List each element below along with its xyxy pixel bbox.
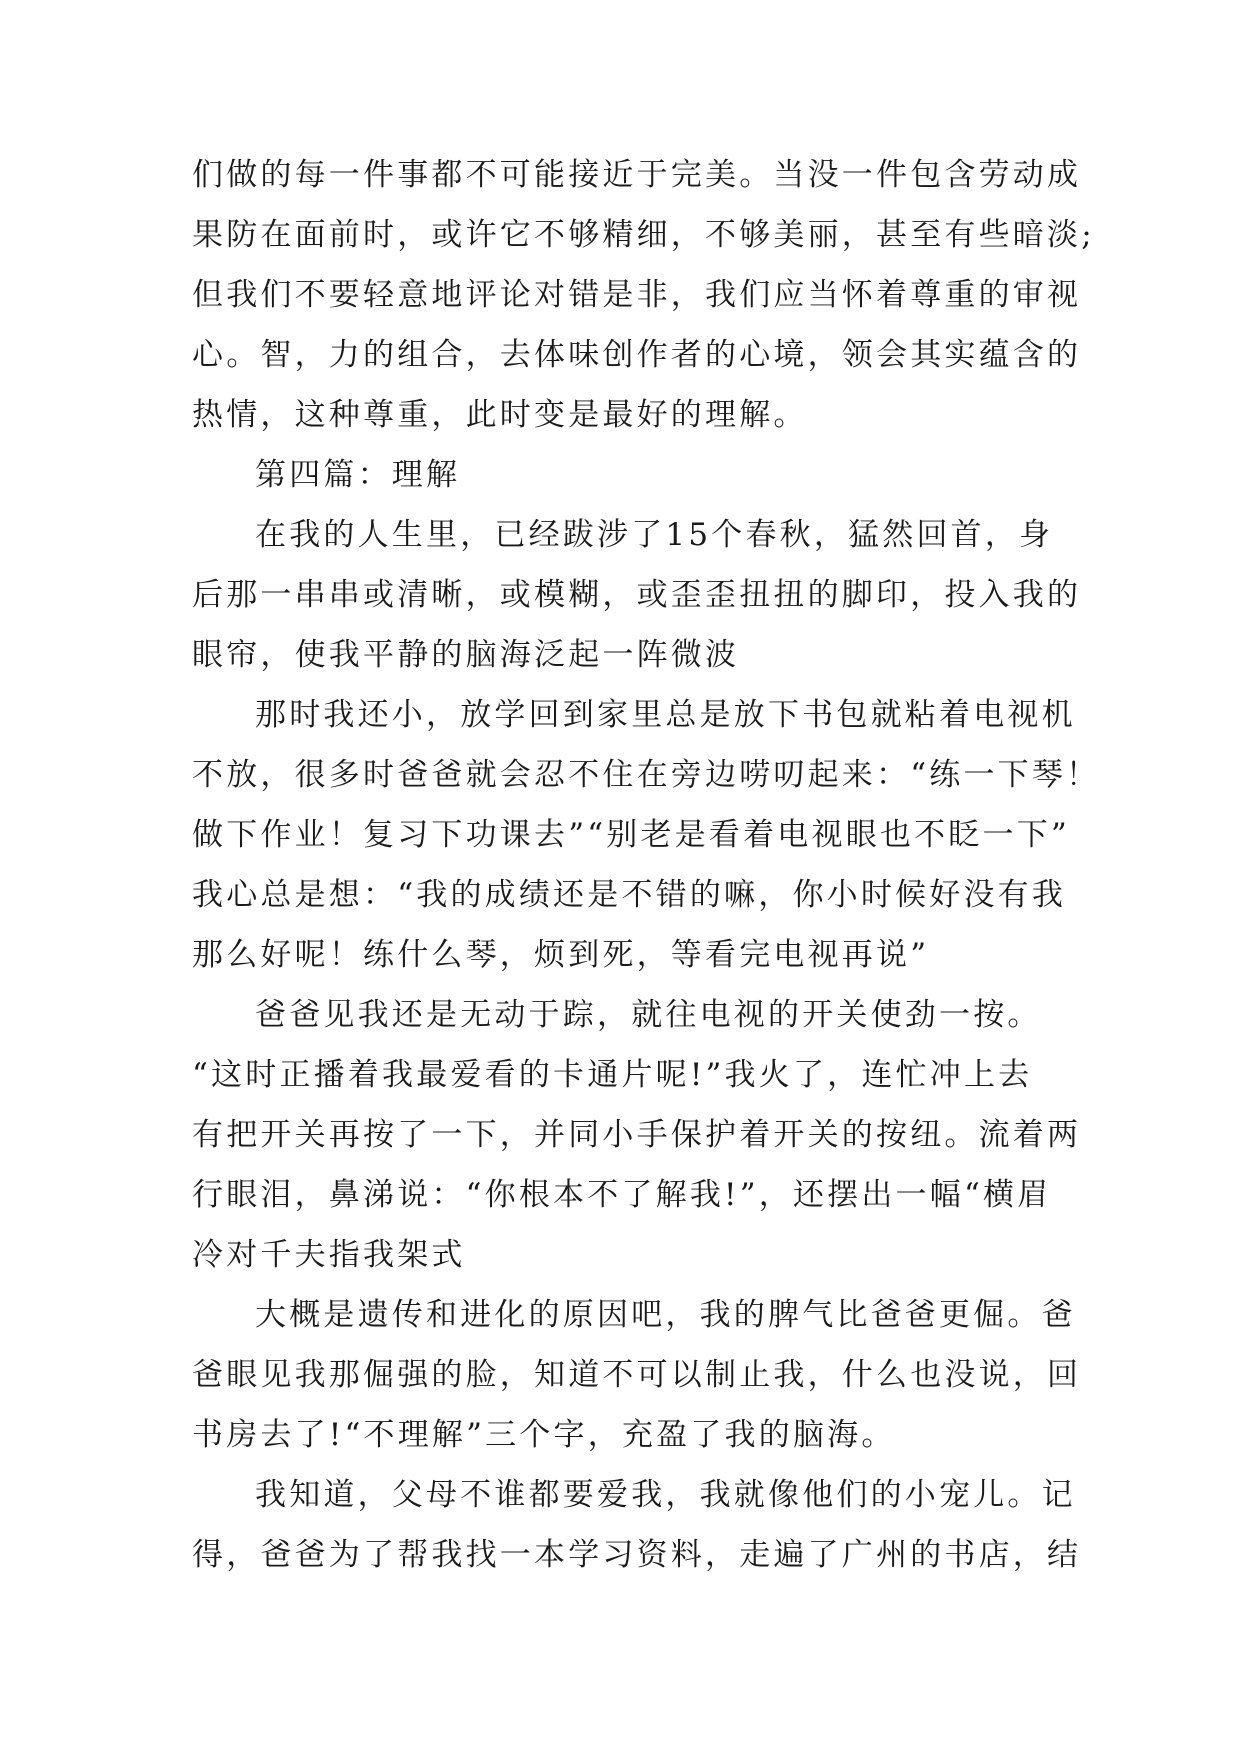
text-line: 有把开关再按了一下，并同小手保护着开关的按纽。流着两 bbox=[192, 1117, 1082, 1153]
text-line: 我知道，父母不谁都要爱我，我就像他们的小宠儿。记 bbox=[255, 1477, 1076, 1513]
text-line: 书房去了!“不理解”三个字，充盈了我的脑海。 bbox=[192, 1417, 896, 1453]
text-line: 爸爸见我还是无动于踪，就往电视的开关使劲一按。 bbox=[255, 997, 1042, 1033]
text-line: 大概是遗传和进化的原因吧，我的脾气比爸爸更倔。爸 bbox=[255, 1297, 1076, 1333]
text-line: 冷对千夫指我架式 bbox=[192, 1237, 466, 1273]
text-line: 做下作业！复习下功课去”“别老是看着电视眼也不眨一下” bbox=[192, 817, 1070, 853]
text-line: 在我的人生里，已经跋涉了15个春秋，猛然回首，身 bbox=[255, 517, 1054, 553]
text-line: “这时正播着我最爱看的卡通片呢!”我火了，连忙冲上去 bbox=[192, 1057, 1033, 1093]
text-line: 那么好呢！练什么琴，烦到死，等看完电视再说” bbox=[192, 937, 930, 973]
text-line: 眼帘，使我平静的脑海泛起一阵微波 bbox=[192, 637, 740, 673]
section-heading: 第四篇：理解 bbox=[255, 457, 461, 493]
text-line: 们做的每一件事都不可能接近于完美。当没一件包含劳动成 bbox=[192, 157, 1082, 193]
text-line: 得，爸爸为了帮我找一本学习资料，走遍了广州的书店，结 bbox=[192, 1537, 1082, 1573]
text-line: 那时我还小，放学回到家里总是放下书包就粘着电视机 bbox=[255, 697, 1076, 733]
text-line: 后那一串串或清晰，或模糊，或歪歪扭扭的脚印，投入我的 bbox=[192, 577, 1082, 613]
text-line: 爸眼见我那倔强的脸，知道不可以制止我，什么也没说，回 bbox=[192, 1357, 1082, 1393]
text-line: 热情，这种尊重，此时变是最好的理解。 bbox=[192, 397, 808, 433]
text-line: 但我们不要轻意地评论对错是非，我们应当怀着尊重的审视 bbox=[192, 277, 1082, 313]
text-line: 果防在面前时，或许它不够精细，不够美丽，甚至有些暗淡; bbox=[192, 217, 1095, 253]
text-line: 心。智，力的组合，去体味创作者的心境，领会其实蕴含的 bbox=[192, 337, 1082, 373]
text-line: 不放，很多时爸爸就会忍不住在旁边唠叨起来：“练一下琴！ bbox=[192, 757, 1101, 793]
text-line: 我心总是想：“我的成绩还是不错的嘛，你小时候好没有我 bbox=[192, 877, 1067, 913]
text-line: 行眼泪，鼻涕说：“你根本不了解我!”，还摆出一幅“横眉 bbox=[192, 1177, 1052, 1213]
